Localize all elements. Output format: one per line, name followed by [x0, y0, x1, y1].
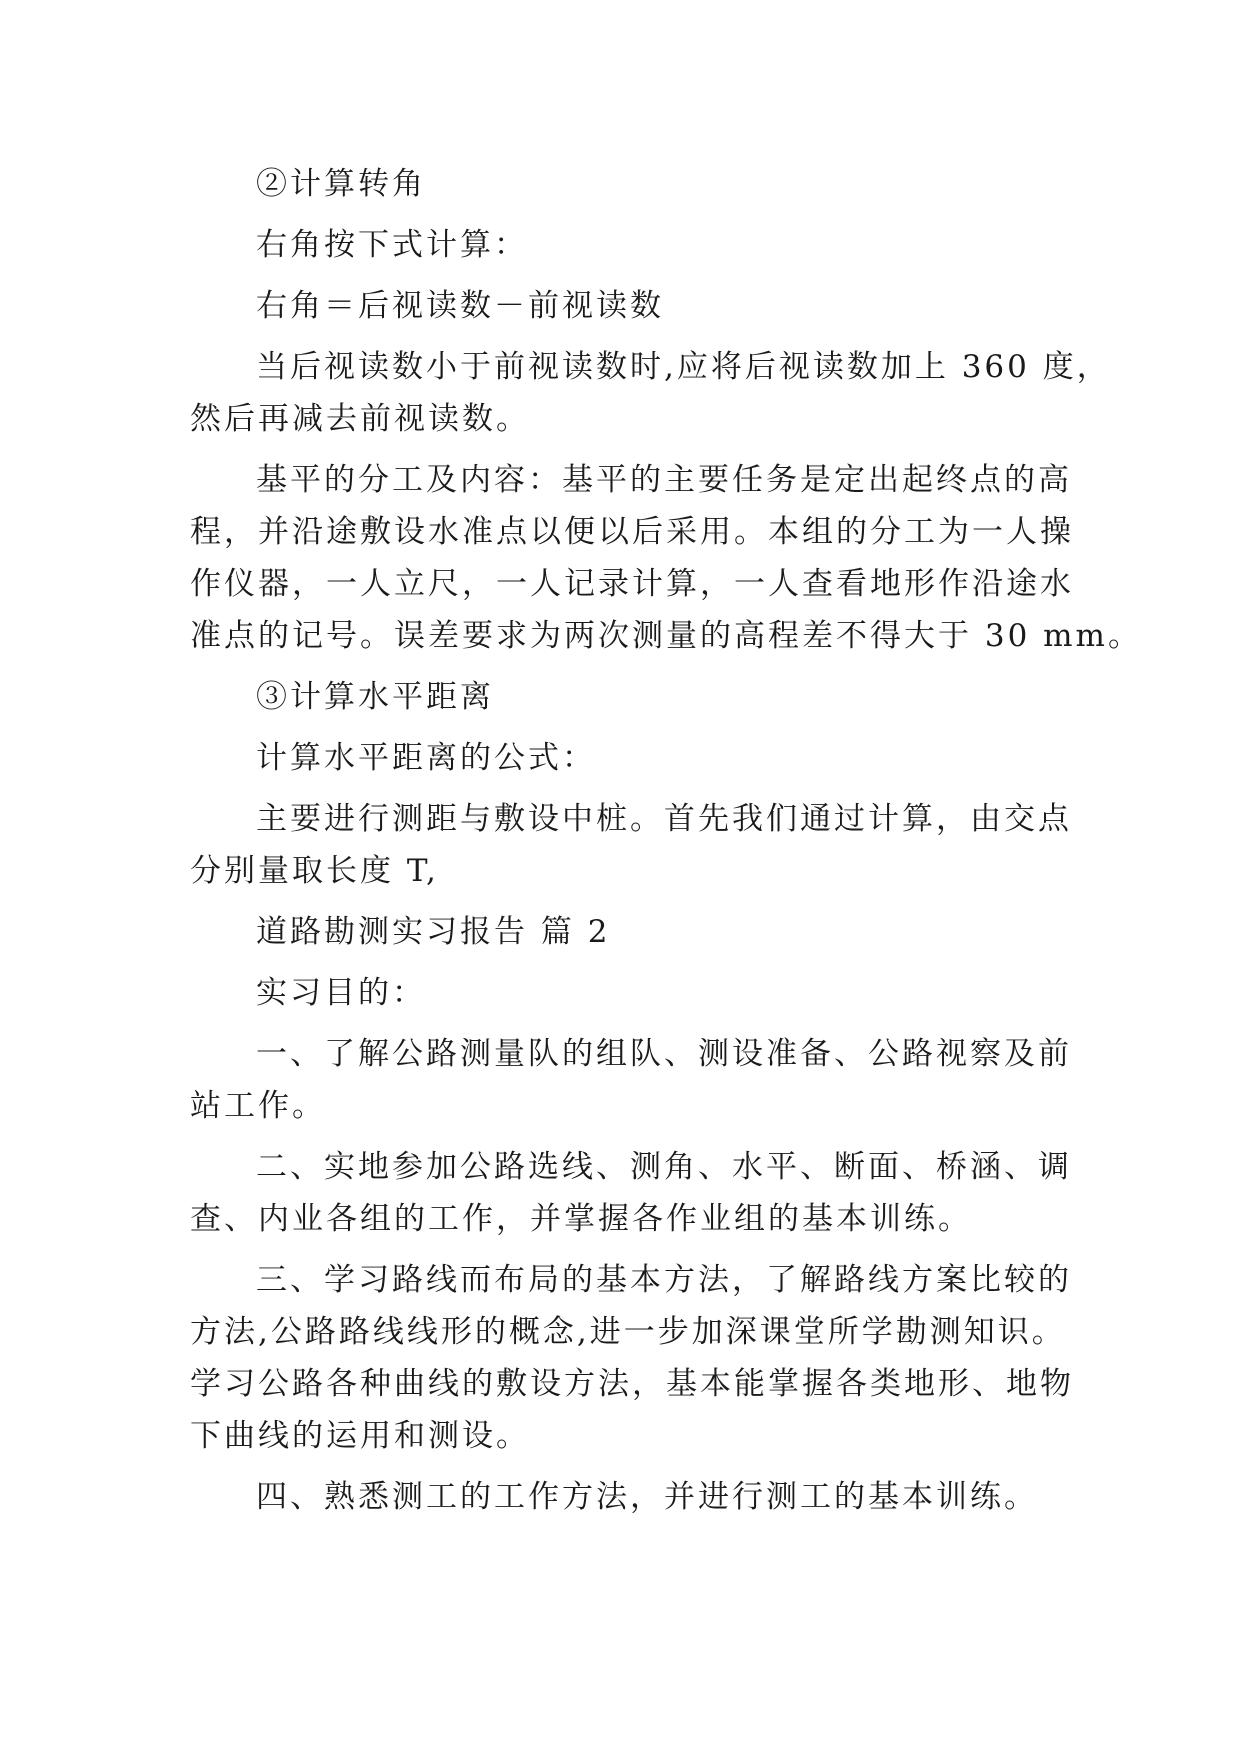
text-line: 三、学习路线而布局的基本方法，了解路线方案比较的 [256, 1262, 1072, 1298]
text-line: ②计算转角 [256, 166, 426, 202]
text-line: 查、内业各组的工作，并掌握各作业组的基本训练。 [190, 1201, 972, 1237]
text-line: 然后再减去前视读数。 [190, 401, 530, 437]
text-line: 准点的记号。误差要求为两次测量的高程差不得大于 30 mm。 [190, 618, 1142, 654]
text-line: 计算水平距离的公式： [256, 740, 596, 776]
text-line: 主要进行测距与敷设中桩。首先我们通过计算，由交点 [256, 801, 1072, 837]
text-line: 二、实地参加公路选线、测角、水平、断面、桥涵、调 [256, 1149, 1072, 1185]
text-line: 下曲线的运用和测设。 [190, 1418, 530, 1454]
text-line: 当后视读数小于前视读数时,应将后视读数加上 360 度， [256, 349, 1111, 385]
text-line: 程，并沿途敷设水准点以便以后采用。本组的分工为一人操 [190, 514, 1074, 550]
text-line: 右角＝后视读数－前视读数 [256, 288, 664, 324]
text-line: 方法,公路路线线形的概念,进一步加深课堂所学勘测知识。 [190, 1314, 1066, 1350]
text-line: 基平的分工及内容：基平的主要任务是定出起终点的高 [256, 462, 1072, 498]
text-line: 一、了解公路测量队的组队、测设准备、公路视察及前 [256, 1036, 1072, 1072]
text-line: 作仪器，一人立尺，一人记录计算，一人查看地形作沿途水 [190, 566, 1074, 602]
text-line: 学习公路各种曲线的敷设方法，基本能掌握各类地形、地物 [190, 1366, 1074, 1402]
text-line: 实习目的： [256, 975, 426, 1011]
section-heading: 道路勘测实习报告 篇 2 [256, 914, 611, 950]
text-line: 右角按下式计算： [256, 227, 528, 263]
text-line: 站工作。 [190, 1088, 326, 1124]
text-line: 四、熟悉测工的工作方法，并进行测工的基本训练。 [256, 1479, 1038, 1515]
text-line: 分别量取长度 T, [190, 853, 439, 889]
text-line: ③计算水平距离 [256, 679, 494, 715]
